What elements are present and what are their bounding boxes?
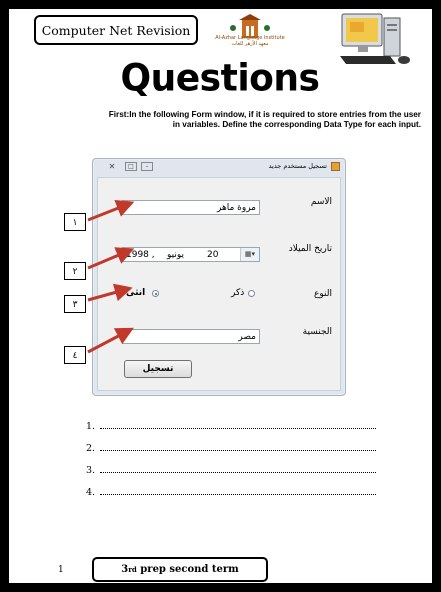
header-title-box (34, 15, 198, 45)
callout-3: ٣ (64, 295, 86, 313)
form-title: تسجيل مستخدم جديد (268, 162, 327, 170)
term-suffix: prep second term (136, 564, 239, 575)
page-number: 1 (58, 565, 64, 575)
nationality-label: الجنسية (302, 327, 332, 337)
page-border-left (0, 9, 9, 583)
institute-logo (215, 14, 285, 54)
answer-blank[interactable] (100, 440, 376, 451)
maximize-icon[interactable]: □ (125, 162, 137, 171)
gender-label: النوع (314, 289, 332, 299)
answer-line-1[interactable] (86, 418, 376, 440)
name-label: الاسم (310, 197, 332, 207)
callout-1: ١ (64, 213, 86, 231)
app-icon (331, 162, 340, 171)
page-heading: Questions (120, 56, 320, 101)
answer-blank[interactable] (100, 462, 376, 473)
close-icon[interactable]: ✕ (108, 162, 116, 171)
term-prefix: 3 (121, 564, 129, 575)
nationality-input[interactable]: مصر (122, 329, 260, 344)
register-button[interactable]: تسجيل (124, 360, 192, 378)
gender-male-radio[interactable] (248, 290, 255, 297)
answer-blank[interactable] (100, 484, 376, 495)
answer-number: 3. (86, 465, 96, 476)
answer-line-3[interactable] (86, 462, 376, 484)
term-sup: rd (128, 565, 137, 574)
page-border-top (0, 0, 441, 9)
form-window (92, 158, 346, 396)
logo-caption (210, 35, 290, 47)
gender-female-radio[interactable] (152, 290, 159, 297)
answer-line-4[interactable] (86, 484, 376, 506)
dob-month: يونيو (167, 250, 185, 260)
answer-blank[interactable] (100, 418, 376, 429)
gender-female-label: انثى (126, 288, 146, 298)
dob-year: 1998 , (126, 250, 155, 260)
callout-2: ٢ (64, 262, 86, 280)
gender-male-label: ذكر (231, 288, 245, 298)
dob-label: تاريخ الميلاد (288, 244, 332, 254)
answer-list (86, 418, 376, 506)
footer-term-box (92, 557, 268, 582)
form-client-area (97, 177, 341, 391)
minimize-icon[interactable]: – (141, 162, 153, 171)
instruction-text (18, 110, 421, 130)
dob-day: 20 (207, 250, 219, 260)
callout-4: ٤ (64, 346, 86, 364)
answer-number: 4. (86, 487, 96, 498)
instruction-line-1: First:In the following Form window, if it is required to store entries from the user (108, 110, 421, 119)
page-border-bottom (0, 583, 441, 592)
form-titlebar (93, 159, 345, 175)
dob-picker[interactable] (122, 247, 260, 262)
calendar-dropdown-icon[interactable]: ▦▾ (240, 248, 259, 261)
instruction-line-2: in variables. Define the corresponding Data Type for each input. (172, 120, 421, 129)
header-title: Computer Net Revision (41, 22, 191, 38)
answer-line-2[interactable] (86, 440, 376, 462)
answer-number: 1. (86, 421, 96, 432)
logo-line-1: Al-Azhar Language Institute (215, 35, 285, 41)
page-border-right (432, 9, 441, 583)
logo-line-2: معهد الأزهر للغات (231, 41, 269, 47)
answer-number: 2. (86, 443, 96, 454)
name-input[interactable]: مروة ماهر (122, 200, 260, 215)
